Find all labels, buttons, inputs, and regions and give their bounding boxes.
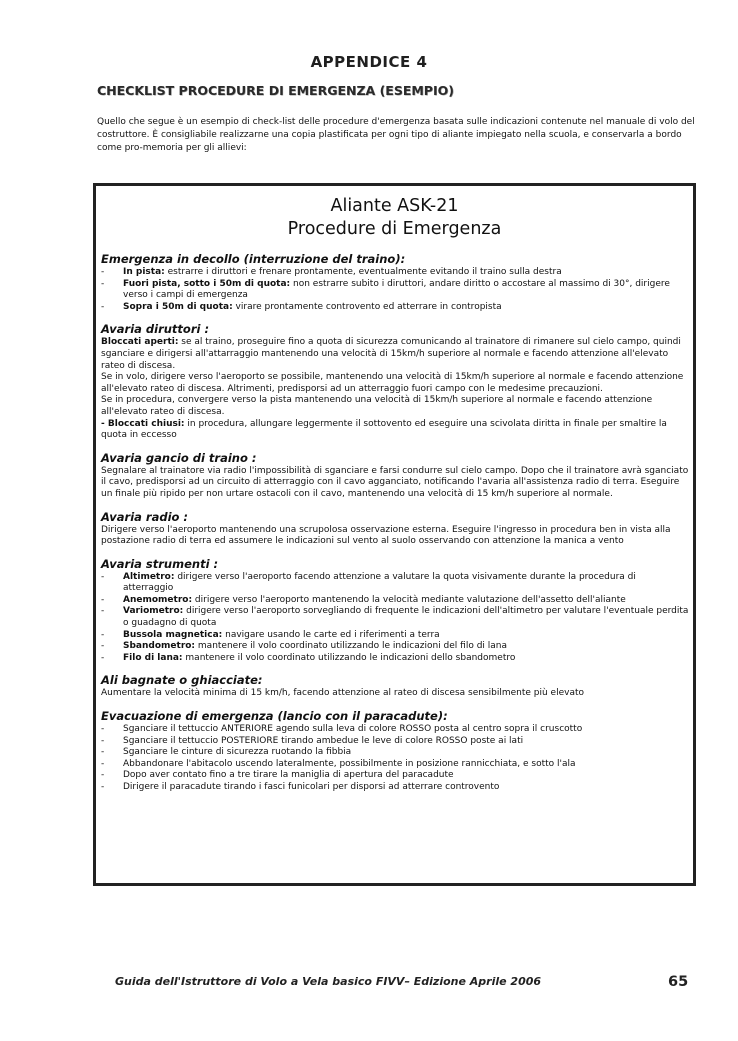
list-dash: - (101, 629, 105, 640)
list-item (101, 759, 689, 771)
section-wet-wings (101, 673, 689, 700)
item-text: dirigere verso l'aeroporto sorvegliando di frequente le indicazioni dell'altimetro per valutare l'eventuale perdita o guadagno di quota (123, 606, 689, 629)
item-text: virare prontamente controvento ed atterrare in contropista (232, 301, 502, 312)
list-dash: - (101, 747, 105, 758)
list-dash: - (101, 724, 105, 735)
section-heading: Avaria diruttori : (101, 322, 210, 337)
list-dash: - (101, 735, 105, 746)
footer-text: Guida dell'Istruttore di Volo a Vela basico FIVV– Edizione Aprile 2006 (115, 975, 542, 988)
list-item (101, 302, 689, 314)
list-dash: - (101, 652, 105, 663)
item-text: mantenere il volo coordinato utilizzando le indicazioni dello sbandometro (182, 652, 516, 663)
paragraph: Se in procedura, convergere verso la pista mantenendo una velocità di 15km/h superiore al normale e facendo attenzione all'elevato rateo di discesa. (101, 395, 653, 417)
item-text: Dopo aver contato fino a tre tirare la maniglia di apertura del paracadute (123, 770, 454, 781)
procedures-title: Procedure di Emergenza (287, 219, 502, 239)
section-heading: Ali bagnate o ghiacciate: (101, 673, 263, 688)
list-dash: - (101, 770, 105, 781)
section-airbrake-failure (101, 322, 689, 441)
item-label: Bussola magnetica: (123, 629, 223, 640)
item-text: Sganciare il tettuccio POSTERIORE tirando ambedue le leve di colore ROSSO poste ai lati (123, 735, 524, 746)
item-label: - Bloccati chiusi: (101, 418, 185, 429)
section-heading: Evacuazione di emergenza (lancio con il paracadute): (101, 709, 448, 724)
item-text: Sganciare le cinture di sicurezza ruotando la fibbia (123, 747, 352, 758)
intro-paragraph: Quello che segue è un esempio di check-list delle procedure d'emergenza basata sulle indicazioni contenute nel manuale di volo del costruttore. È consigliabile realizzarne una copia plastificata per ogni tipo di aliante impiegato nella scuola, e conservarla a bordo come pro-memoria per gli allievi: (97, 117, 695, 153)
paragraph (101, 337, 689, 372)
item-text: navigare usando le carte ed i riferimenti a terra (222, 629, 440, 640)
section-instrument-failure (101, 557, 689, 665)
paragraph: Segnalare al trainatore via radio l'impossibilità di sganciare e farsi condurre sul cielo campo. Dopo che il trainatore avrà sganciato il cavo, predisporsi ad un circuito di atterraggio con il cavo agganciato, notificando l'avaria all'assistenza radio di terra. Eseguire un finale più ripido per non urtare ostacoli con il cavo, mantenendo una velocità di 15 km/h superiore al normale. (101, 465, 689, 499)
list-item (101, 641, 689, 653)
paragraph: Se in volo, dirigere verso l'aeroporto se possibile, mantenendo una velocità di 15km/h superiore al normale e facendo attenzione all'elevato rateo di discesa. Altrimenti, predisporsi ad un atterraggio fuori campo con le medesime precauzioni. (101, 372, 684, 394)
item-text: Abbandonare l'abitacolo uscendo lateralmente, possibilmente in posizione rannicchiata, e sotto l'ala (123, 758, 576, 769)
section-radio-failure (101, 510, 689, 548)
item-text: Dirigere il paracadute tirando i fasci funicolari per disporsi ad atterrare controvento (123, 782, 500, 792)
list-item (101, 279, 689, 302)
list-item (101, 606, 689, 629)
checklist-body (101, 252, 689, 803)
paragraph (101, 419, 689, 442)
list-item (101, 736, 689, 748)
item-text: dirigere verso l'aeroporto facendo attenzione a valutare la quota visivamente durante la procedura di atterraggio (123, 571, 636, 594)
item-text: in procedura, allungare leggermente il sottovento ed eseguire una scivolata diritta in finale per smaltire la quota in eccesso (101, 418, 667, 441)
item-label: Bloccati aperti: (101, 337, 179, 348)
section-heading: Emergenza in decollo (interruzione del traino): (101, 252, 406, 266)
list-item (101, 747, 689, 759)
item-label: Filo di lana: (123, 652, 183, 663)
list-item (101, 770, 689, 782)
list-item (101, 630, 689, 642)
list-dash: - (101, 641, 105, 652)
item-label: Variometro: (123, 606, 184, 617)
section-heading: Avaria gancio di traino : (101, 450, 257, 465)
list-item (101, 724, 689, 736)
item-text: se al traino, proseguire fino a quota di sicurezza comunicando al trainatore di rimanere sul cielo campo, quindi sganciare e dirigersi all'attarraggio mantenendo una velocità di 15km/h superiore al normale e facendo attenzione all'elevato rateo di discesa. (101, 337, 681, 371)
list-dash: - (101, 267, 105, 277)
section-takeoff-emergency (101, 252, 689, 313)
paragraph: Aumentare la velocità minima di 15 km/h, facendo attenzione al rateo di discesa sensibilmente più elevato (101, 688, 585, 699)
page-title: APPENDICE 4 (310, 53, 428, 71)
item-label: Altimetro: (123, 571, 175, 582)
checklist-box (93, 183, 696, 886)
list-dash: - (101, 571, 105, 582)
section-emergency-evacuation (101, 709, 689, 794)
list-item (101, 572, 689, 595)
aircraft-name: Aliante ASK-21 (330, 196, 459, 216)
list-dash: - (101, 301, 105, 312)
list-item (101, 653, 689, 665)
item-label: Fuori pista, sotto i 50m di quota: (123, 278, 291, 289)
page-number: 65 (668, 974, 689, 990)
item-label: Sopra i 50m di quota: (123, 301, 233, 312)
list-dash: - (101, 782, 105, 792)
section-title: CHECKLIST PROCEDURE DI EMERGENZA (ESEMPIO) (97, 83, 454, 98)
list-dash: - (101, 594, 105, 605)
list-item (101, 595, 689, 607)
list-dash: - (101, 606, 105, 617)
item-text: estrarre i diruttori e frenare prontamente, eventualmente evitando il traino sulla destra (164, 267, 562, 277)
section-tow-hook-failure (101, 451, 689, 501)
item-text: non estrarre subito i diruttori, andare diritto o accostare al massimo di 30°, dirigere verso i campi di emergenza (123, 278, 670, 301)
list-dash: - (101, 278, 105, 289)
list-dash: - (101, 758, 105, 769)
list-item (101, 267, 689, 279)
item-text: dirigere verso l'aeroporto mantenendo la velocità mediante valutazione dell'assetto dell'aliante (192, 594, 626, 605)
item-label: Anemometro: (123, 594, 193, 605)
item-label: In pista: (123, 267, 165, 277)
section-heading: Avaria radio : (101, 509, 189, 524)
item-text: Sganciare il tettuccio ANTERIORE agendo sulla leva di colore ROSSO posta al centro sopra il cruscotto (123, 724, 583, 735)
section-heading: Avaria strumenti : (101, 556, 219, 571)
paragraph: Dirigere verso l'aeroporto mantenendo una scrupolosa osservazione esterna. Eseguire l'ingresso in procedura ben in vista alla postazione radio di terra ed assumere le indicazioni sul vento al suolo osservando con attenzione la manica a vento (101, 524, 671, 547)
checklist-title (96, 195, 693, 241)
item-label: Sbandometro: (123, 641, 196, 652)
list-item (101, 782, 689, 794)
item-text: mantenere il volo coordinato utilizzando le indicazioni del filo di lana (195, 641, 508, 652)
